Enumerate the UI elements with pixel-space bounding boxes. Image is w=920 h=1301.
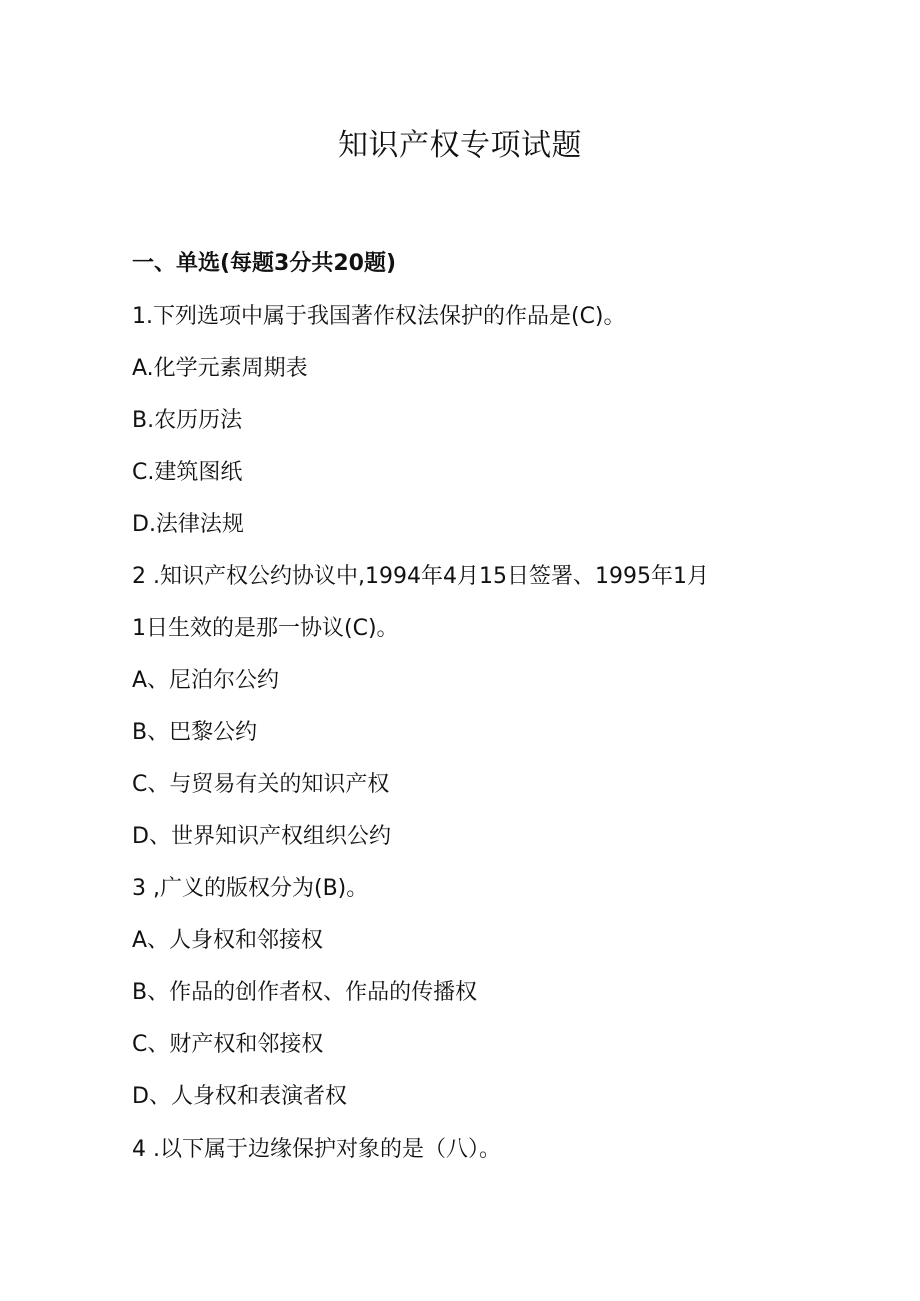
question-4-stem: 4 .以下属于边缘保护对象的是（八）。: [132, 1137, 501, 1162]
question-1-option-a: A.化学元素周期表: [132, 356, 308, 381]
question-1-option-b: B.农历历法: [132, 408, 243, 433]
question-3-stem: 3 ,广义的版权分为(B)。: [132, 876, 369, 901]
question-1-option-c: C.建筑图纸: [132, 460, 243, 485]
question-3-option-d: D、人身权和表演者权: [132, 1084, 347, 1109]
question-2-stem-line-2: 1日生效的是那一协议(C)。: [132, 616, 399, 641]
section-heading: 一、单选(每题3分共20题): [132, 251, 397, 276]
question-2-option-d: D、世界知识产权组织公约: [132, 824, 391, 849]
question-2-option-c: C、与贸易有关的知识产权: [132, 772, 390, 797]
question-1-stem: 1.下列选项中属于我国著作权法保护的作品是(C)。: [132, 304, 626, 329]
question-2-stem-line-1: 2 .知识产权公约协议中,1994年4月15日签署、1995年1月: [132, 564, 709, 589]
question-3-option-a: A、人身权和邻接权: [132, 928, 324, 953]
question-1-option-d: D.法律法规: [132, 512, 244, 537]
question-3-option-b: B、作品的创作者权、作品的传播权: [132, 980, 478, 1005]
document-title: 知识产权专项试题: [338, 128, 582, 163]
question-2-option-b: B、巴黎公约: [132, 720, 258, 745]
question-2-option-a: A、尼泊尔公约: [132, 668, 280, 693]
question-3-option-c: C、财产权和邻接权: [132, 1032, 324, 1057]
